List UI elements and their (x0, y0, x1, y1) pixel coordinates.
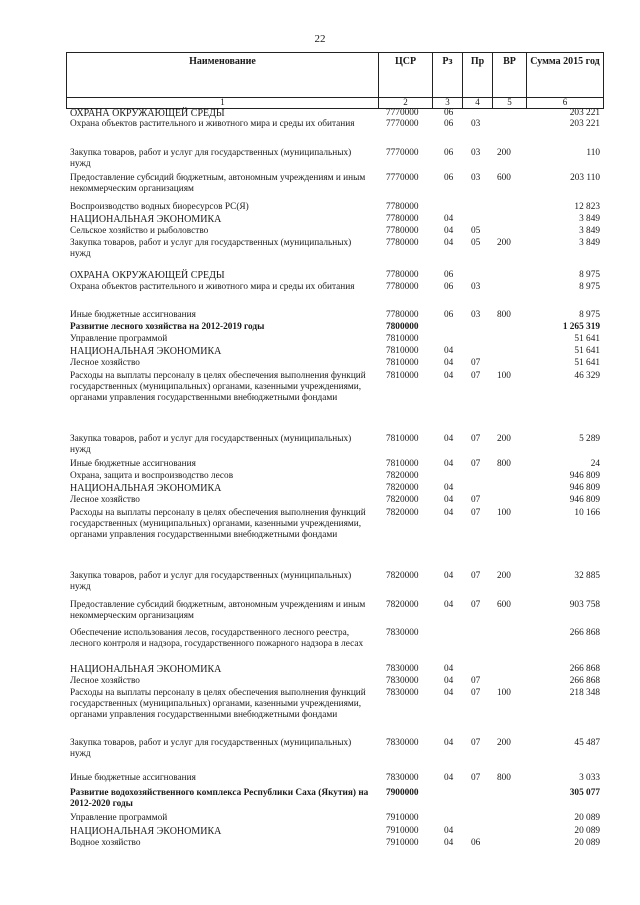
row-csr: 7780000 (386, 202, 419, 212)
row-sum: 3 849 (579, 214, 600, 224)
row-csr: 7780000 (386, 238, 419, 248)
row-sum: 32 885 (574, 571, 600, 581)
row-rz: 04 (444, 238, 454, 248)
row-rz: 04 (444, 738, 454, 748)
row-name: Управление программой (70, 813, 168, 823)
row-rz: 04 (444, 214, 454, 224)
row-rz: 04 (444, 495, 454, 505)
row-rz: 06 (444, 310, 454, 320)
row-sum: 51 641 (574, 346, 600, 356)
row-vr: 800 (497, 773, 511, 783)
column-number: 5 (493, 96, 527, 108)
row-name: НАЦИОНАЛЬНАЯ ЭКОНОМИКА (70, 346, 222, 357)
row-name: Охрана объектов растительного и животного мира и среды их обитания (70, 119, 355, 129)
column-number: 4 (463, 96, 493, 108)
row-name: Иные бюджетные ассигнования (70, 773, 196, 783)
row-sum: 8 975 (579, 282, 600, 292)
row-sum: 8 975 (579, 270, 600, 280)
row-csr: 7910000 (386, 838, 419, 848)
row-csr: 7770000 (386, 148, 419, 158)
row-csr: 7770000 (386, 173, 419, 183)
row-csr: 7820000 (386, 495, 419, 505)
column-number: 2 (379, 96, 433, 108)
row-csr: 7830000 (386, 738, 419, 748)
row-pr: 07 (471, 600, 481, 610)
row-pr: 03 (471, 173, 481, 183)
row-name: Охрана, защита и воспроизводство лесов (70, 471, 234, 481)
header-rz: Рз (433, 53, 463, 97)
row-name: Лесное хозяйство (70, 495, 140, 505)
row-sum: 51 641 (574, 358, 600, 368)
row-sum: 305 077 (569, 788, 600, 798)
row-rz: 04 (444, 600, 454, 610)
row-name: Иные бюджетные ассигнования (70, 310, 196, 320)
row-name: Развитие лесного хозяйства на 2012-2019 годы (70, 322, 265, 332)
row-csr: 7820000 (386, 600, 419, 610)
row-sum: 946 809 (569, 483, 600, 493)
row-name: Расходы на выплаты персоналу в целях обеспечения выполнения функций государственных (муниципальных) органами, казенными учреждениями, органами управления государственными внебюджетными фондами (70, 688, 366, 720)
row-csr: 7780000 (386, 282, 419, 292)
row-rz: 04 (444, 508, 454, 518)
row-rz: 06 (444, 119, 454, 129)
row-pr: 03 (471, 148, 481, 158)
row-csr: 7820000 (386, 483, 419, 493)
row-sum: 20 089 (574, 813, 600, 823)
row-rz: 04 (444, 676, 454, 686)
row-rz: 06 (444, 270, 454, 280)
row-name: Закупка товаров, работ и услуг для государственных (муниципальных) нужд (70, 571, 352, 592)
header-csr: ЦСР (379, 53, 433, 97)
row-name: Лесное хозяйство (70, 676, 140, 686)
row-rz: 04 (444, 826, 454, 836)
row-name: Закупка товаров, работ и услуг для государственных (муниципальных) нужд (70, 148, 352, 169)
column-number: 3 (433, 96, 463, 108)
row-name: Расходы на выплаты персоналу в целях обеспечения выполнения функций государственных (муниципальных) органами, казенными учреждениями, органами управления государственными внебюджетными фондами (70, 371, 366, 403)
row-sum: 946 809 (569, 471, 600, 481)
row-name: Охрана объектов растительного и животного мира и среды их обитания (70, 282, 355, 292)
row-pr: 05 (471, 238, 481, 248)
row-sum: 266 868 (569, 664, 600, 674)
row-sum: 45 487 (574, 738, 600, 748)
row-name: Иные бюджетные ассигнования (70, 459, 196, 469)
row-csr: 7810000 (386, 346, 419, 356)
row-sum: 10 166 (574, 508, 600, 518)
row-rz: 04 (444, 434, 454, 444)
row-pr: 07 (471, 358, 481, 368)
row-csr: 7910000 (386, 813, 419, 823)
column-number: 1 (67, 96, 379, 108)
row-name: Сельское хозяйство и рыболовство (70, 226, 209, 236)
row-sum: 903 758 (569, 600, 600, 610)
row-sum: 3 849 (579, 226, 600, 236)
row-name: Обеспечение использования лесов, государственного лесного реестра, лесного контроля и надзора, государственного пожарного надзора в лесах (70, 628, 364, 649)
row-csr: 7810000 (386, 434, 419, 444)
row-pr: 05 (471, 226, 481, 236)
row-name: НАЦИОНАЛЬНАЯ ЭКОНОМИКА (70, 664, 222, 675)
row-csr: 7770000 (386, 108, 419, 118)
row-sum: 3 849 (579, 238, 600, 248)
row-vr: 200 (497, 434, 511, 444)
row-sum: 203 221 (569, 108, 600, 118)
row-vr: 200 (497, 148, 511, 158)
row-sum: 3 033 (579, 773, 600, 783)
row-sum: 5 289 (579, 434, 600, 444)
row-csr: 7780000 (386, 310, 419, 320)
row-vr: 600 (497, 600, 511, 610)
row-rz: 04 (444, 688, 454, 698)
row-csr: 7830000 (386, 773, 419, 783)
row-vr: 600 (497, 173, 511, 183)
row-pr: 07 (471, 571, 481, 581)
table-header (66, 52, 604, 98)
row-rz: 04 (444, 226, 454, 236)
row-csr: 7830000 (386, 628, 419, 638)
row-csr: 7780000 (386, 270, 419, 280)
row-csr: 7820000 (386, 508, 419, 518)
row-csr: 7810000 (386, 371, 419, 381)
row-sum: 266 868 (569, 628, 600, 638)
row-rz: 04 (444, 483, 454, 493)
column-number: 6 (562, 97, 568, 107)
row-vr: 100 (497, 371, 511, 381)
row-pr: 07 (471, 434, 481, 444)
row-rz: 06 (444, 148, 454, 158)
row-vr: 800 (497, 310, 511, 320)
row-pr: 03 (471, 119, 481, 129)
row-name: Предоставление субсидий бюджетным, автономным учреждениям и иным некоммерческим организациям (70, 600, 366, 621)
row-csr: 7780000 (386, 226, 419, 236)
row-sum: 110 (586, 148, 600, 158)
row-name: Управление программой (70, 334, 168, 344)
row-pr: 07 (471, 738, 481, 748)
row-csr: 7800000 (386, 322, 419, 332)
row-csr: 7900000 (386, 788, 419, 798)
row-vr: 200 (497, 738, 511, 748)
row-csr: 7820000 (386, 571, 419, 581)
row-name: НАЦИОНАЛЬНАЯ ЭКОНОМИКА (70, 826, 222, 837)
row-name: ОХРАНА ОКРУЖАЮЩЕЙ СРЕДЫ (70, 108, 225, 119)
row-pr: 07 (471, 773, 481, 783)
row-vr: 200 (497, 571, 511, 581)
row-sum: 8 975 (579, 310, 600, 320)
row-rz: 06 (444, 108, 454, 118)
row-sum: 203 221 (569, 119, 600, 129)
row-vr: 100 (497, 688, 511, 698)
row-rz: 04 (444, 459, 454, 469)
row-csr: 7910000 (386, 826, 419, 836)
row-name: НАЦИОНАЛЬНАЯ ЭКОНОМИКА (70, 483, 222, 494)
row-sum: 20 089 (574, 826, 600, 836)
row-name: Воспроизводство водных биоресурсов РС(Я) (70, 202, 249, 212)
row-name: Лесное хозяйство (70, 358, 140, 368)
row-pr: 06 (471, 838, 481, 848)
header-pr: Пр (463, 53, 493, 97)
row-rz: 04 (444, 664, 454, 674)
row-csr: 7830000 (386, 676, 419, 686)
row-rz: 04 (444, 371, 454, 381)
row-csr: 7780000 (386, 214, 419, 224)
row-sum: 946 809 (569, 495, 600, 505)
row-name: НАЦИОНАЛЬНАЯ ЭКОНОМИКА (70, 214, 222, 225)
row-name: Развитие водохозяйственного комплекса Республики Саха (Якутия) на 2012-2020 годы (70, 788, 369, 809)
row-rz: 04 (444, 571, 454, 581)
row-pr: 07 (471, 371, 481, 381)
row-csr: 7820000 (386, 471, 419, 481)
row-name: Закупка товаров, работ и услуг для государственных (муниципальных) нужд (70, 238, 352, 259)
row-rz: 04 (444, 773, 454, 783)
row-sum: 266 868 (569, 676, 600, 686)
row-rz: 06 (444, 173, 454, 183)
row-pr: 03 (471, 282, 481, 292)
row-csr: 7770000 (386, 119, 419, 129)
row-rz: 04 (444, 358, 454, 368)
header-sum: Сумма 2015 год (530, 56, 600, 67)
row-name: Водное хозяйство (70, 838, 141, 848)
row-rz: 04 (444, 838, 454, 848)
row-name: Закупка товаров, работ и услуг для государственных (муниципальных) нужд (70, 738, 352, 759)
row-name: ОХРАНА ОКРУЖАЮЩЕЙ СРЕДЫ (70, 270, 225, 281)
row-rz: 04 (444, 346, 454, 356)
row-sum: 24 (590, 459, 600, 469)
row-rz: 06 (444, 282, 454, 292)
row-pr: 07 (471, 676, 481, 686)
row-csr: 7810000 (386, 358, 419, 368)
row-pr: 07 (471, 495, 481, 505)
page-number: 22 (314, 33, 326, 45)
row-pr: 07 (471, 508, 481, 518)
row-sum: 51 641 (574, 334, 600, 344)
row-name: Предоставление субсидий бюджетным, автономным учреждениям и иным некоммерческим организациям (70, 173, 366, 194)
row-vr: 200 (497, 238, 511, 248)
row-sum: 218 348 (569, 688, 600, 698)
row-pr: 07 (471, 459, 481, 469)
row-csr: 7830000 (386, 664, 419, 674)
row-csr: 7810000 (386, 459, 419, 469)
row-sum: 46 329 (574, 371, 600, 381)
row-vr: 100 (497, 508, 511, 518)
row-vr: 800 (497, 459, 511, 469)
row-name: Расходы на выплаты персоналу в целях обеспечения выполнения функций государственных (муниципальных) органами, казенными учреждениями, органами управления государственными внебюджетными фондами (70, 508, 366, 540)
row-csr: 7830000 (386, 688, 419, 698)
row-sum: 12 823 (574, 202, 600, 212)
header-vr: ВР (493, 53, 527, 97)
row-name: Закупка товаров, работ и услуг для государственных (муниципальных) нужд (70, 434, 352, 455)
row-sum: 1 265 319 (562, 322, 600, 332)
header-name: Наименование (67, 53, 379, 97)
row-pr: 07 (471, 688, 481, 698)
row-sum: 20 089 (574, 838, 600, 848)
row-pr: 03 (471, 310, 481, 320)
row-csr: 7810000 (386, 334, 419, 344)
row-sum: 203 110 (570, 173, 600, 183)
